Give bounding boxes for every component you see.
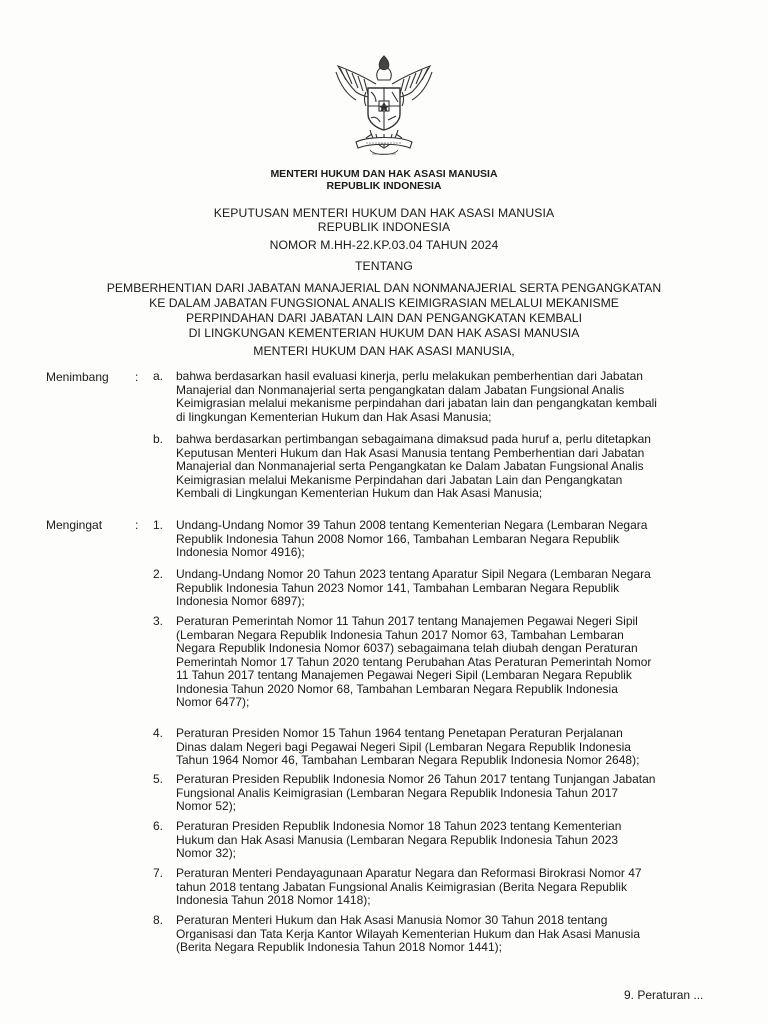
text-line: (Lembaran Negara Republik Indonesia Tahun 2017 Nomor 63, Tambahan Lembaran	[176, 627, 624, 642]
item-text	[176, 773, 752, 814]
decree-title: KEPUTUSAN MENTERI HUKUM DAN HAK ASASI MANUSIA	[213, 206, 555, 220]
garuda-emblem	[326, 50, 442, 162]
text-line: Keputusan Menteri Hukum dan Hak Asasi Manusia tentang Pemberhentian dari Jabatan	[176, 445, 645, 460]
item-marker: 5.	[153, 772, 164, 786]
text-line: Pemerintah Nomor 17 Tahun 2020 tentang Perubahan Atas Peraturan Pemerintah Nomor	[176, 654, 652, 669]
text-line: Peraturan Presiden Nomor 15 Tahun 1964 tentang Penetapan Peraturan Perjalanan	[176, 726, 623, 740]
text-line: Negara Republik Indonesia Nomor 6037) sebagaimana telah diubah dengan Peraturan	[176, 641, 638, 655]
text-line: Indonesia Nomor 4916);	[176, 545, 305, 559]
subject-line: PERPINDAHAN DARI JABATAN LAIN DAN PENGANGKATAN KEMBALI	[186, 311, 582, 325]
issuer-title: MENTERI HUKUM DAN HAK ASASI MANUSIA	[270, 168, 498, 180]
text-line: (Berita Negara Republik Indonesia Tahun 2018 Nomor 1441);	[176, 940, 502, 954]
text-line: bahwa berdasarkan pertimbangan sebagaimana dimaksud pada huruf a, perlu ditetapkan	[176, 432, 651, 446]
text-line: Nomor 32);	[176, 846, 237, 860]
section-label-menimbang: Menimbang	[46, 370, 109, 384]
item-text	[176, 820, 752, 861]
section-colon: :	[135, 370, 139, 384]
item-marker: 4.	[153, 726, 164, 740]
text-line: tahun 2018 tentang Jabatan Fungsional Analis Keimigrasian (Berita Negara Republik	[176, 879, 627, 894]
item-marker: 7.	[153, 866, 164, 880]
item-marker: a.	[153, 369, 164, 383]
item-text	[176, 727, 752, 768]
item-marker: 3.	[153, 614, 164, 628]
item-marker: 2.	[153, 567, 164, 581]
subject-line: DI LINGKUNGAN KEMENTERIAN HUKUM DAN HAK ASASI MANUSIA	[188, 326, 580, 340]
text-line: Fungsional Analis Keimigrasian (Lembaran Negara Republik Indonesia Tahun 2017	[176, 785, 619, 800]
decree-about: TENTANG	[354, 259, 414, 273]
text-line: Indonesia Tahun 2020 Nomor 68, Tambahan Lembaran Negara Republik Indonesia	[176, 681, 618, 696]
item-text	[176, 914, 752, 955]
section-label-mengingat: Mengingat	[46, 518, 103, 532]
text-line: Hukum dan Hak Asasi Manusia (Lembaran Negara Republik Indonesia Tahun 2023	[176, 832, 619, 847]
text-line: Undang-Undang Nomor 39 Tahun 2008 tentang Kementerian Negara (Lembaran Negara	[176, 518, 648, 532]
text-line: Nomor 52);	[176, 799, 237, 813]
text-line: Peraturan Presiden Republik Indonesia Nomor 26 Tahun 2017 tentang Tunjangan Jabatan	[176, 772, 656, 786]
item-text	[176, 433, 752, 501]
text-line: Dinas dalam Negeri bagi Pegawai Negeri Sipil (Lembaran Negara Republik Indonesia	[176, 739, 631, 754]
text-line: di lingkungan Kementerian Hukum dan Hak Asasi Manusia;	[176, 409, 492, 424]
item-text	[176, 615, 752, 710]
item-marker: 1.	[153, 518, 164, 532]
item-text	[176, 519, 752, 560]
text-line: Peraturan Menteri Pendayagunaan Aparatur Negara dan Reformasi Birokrasi Nomor 47	[176, 866, 642, 880]
text-line: Nomor 6477);	[176, 695, 250, 709]
text-line: Undang-Undang Nomor 20 Tahun 2023 tentang Aparatur Sipil Negara (Lembaran Negara	[176, 567, 651, 581]
text-line: Peraturan Pemerintah Nomor 11 Tahun 2017 tentang Manajemen Pegawai Negeri Sipil	[176, 614, 638, 628]
item-text	[176, 568, 752, 609]
subject-line: KE DALAM JABATAN FUNGSIONAL ANALIS KEIMIGRASIAN MELALUI MEKANISME	[149, 296, 619, 310]
text-line: Kembali di Lingkungan Kementerian Hukum dan Hak Asasi Manusia;	[176, 486, 543, 500]
text-line: Indonesia Tahun 2018 Nomor 1418);	[176, 893, 371, 907]
text-line: Keimigrasian melalui mekanisme perpindahan dari jabatan lain dan pengangkatan kembali	[176, 396, 657, 410]
text-line: bahwa berdasarkan hasil evaluasi kinerja, perlu melakukan pemberhentian dari Jabatan	[176, 369, 643, 383]
subject-line: PEMBERHENTIAN DARI JABATAN MANAJERIAL DAN NONMANAJERIAL SERTA PENGANGKATAN	[106, 281, 662, 295]
text-line: Tahun 1964 Nomor 46, Tambahan Lembaran Negara Republik Indonesia Nomor 2648);	[176, 753, 640, 767]
text-line: Keimigrasian melalui Mekanisme Perpindahan dari Jabatan Lain dan Pengangkatan	[176, 472, 623, 487]
text-line: Indonesia Nomor 6897);	[176, 594, 305, 608]
text-line: 11 Tahun 2017 tentang Manajemen Pegawai Negeri Sipil (Lembaran Negara Republik	[176, 668, 632, 682]
text-line: Republik Indonesia Tahun 2023 Nomor 141, Tambahan Lembaran Negara Republik	[176, 580, 620, 595]
text-line: Manajerial dan Nonmanajerial serta Pengangkatan ke Dalam Jabatan Fungsional Analis	[176, 459, 644, 473]
authority-heading: MENTERI HUKUM DAN HAK ASASI MANUSIA,	[253, 344, 515, 358]
page-continuation: 9. Peraturan ...	[624, 988, 704, 1002]
item-text	[176, 370, 752, 424]
text-line: Republik Indonesia Tahun 2008 Nomor 166, Tambahan Lembaran Negara Republik	[176, 531, 620, 546]
issuer-country: REPUBLIK INDONESIA	[326, 180, 442, 192]
decree-number: NOMOR M.HH-22.KP.03.04 TAHUN 2024	[269, 238, 499, 252]
text-line: Organisasi dan Tata Kerja Kantor Wilayah Kementerian Hukum dan Hak Asasi Manusia	[176, 926, 641, 941]
text-line: Peraturan Presiden Republik Indonesia Nomor 18 Tahun 2023 tentang Kementerian	[176, 819, 622, 833]
item-marker: b.	[153, 432, 164, 446]
decree-country: REPUBLIK INDONESIA	[317, 220, 451, 234]
item-text	[176, 867, 752, 908]
text-line: Peraturan Menteri Hukum dan Hak Asasi Manusia Nomor 30 Tahun 2018 tentang	[176, 913, 608, 927]
item-marker: 8.	[153, 913, 164, 927]
text-line: Manajerial dan Nonmanajerial serta pengangkatan dalam Jabatan Fungsional Analis	[176, 382, 625, 397]
section-colon: :	[135, 518, 139, 532]
item-marker: 6.	[153, 819, 164, 833]
